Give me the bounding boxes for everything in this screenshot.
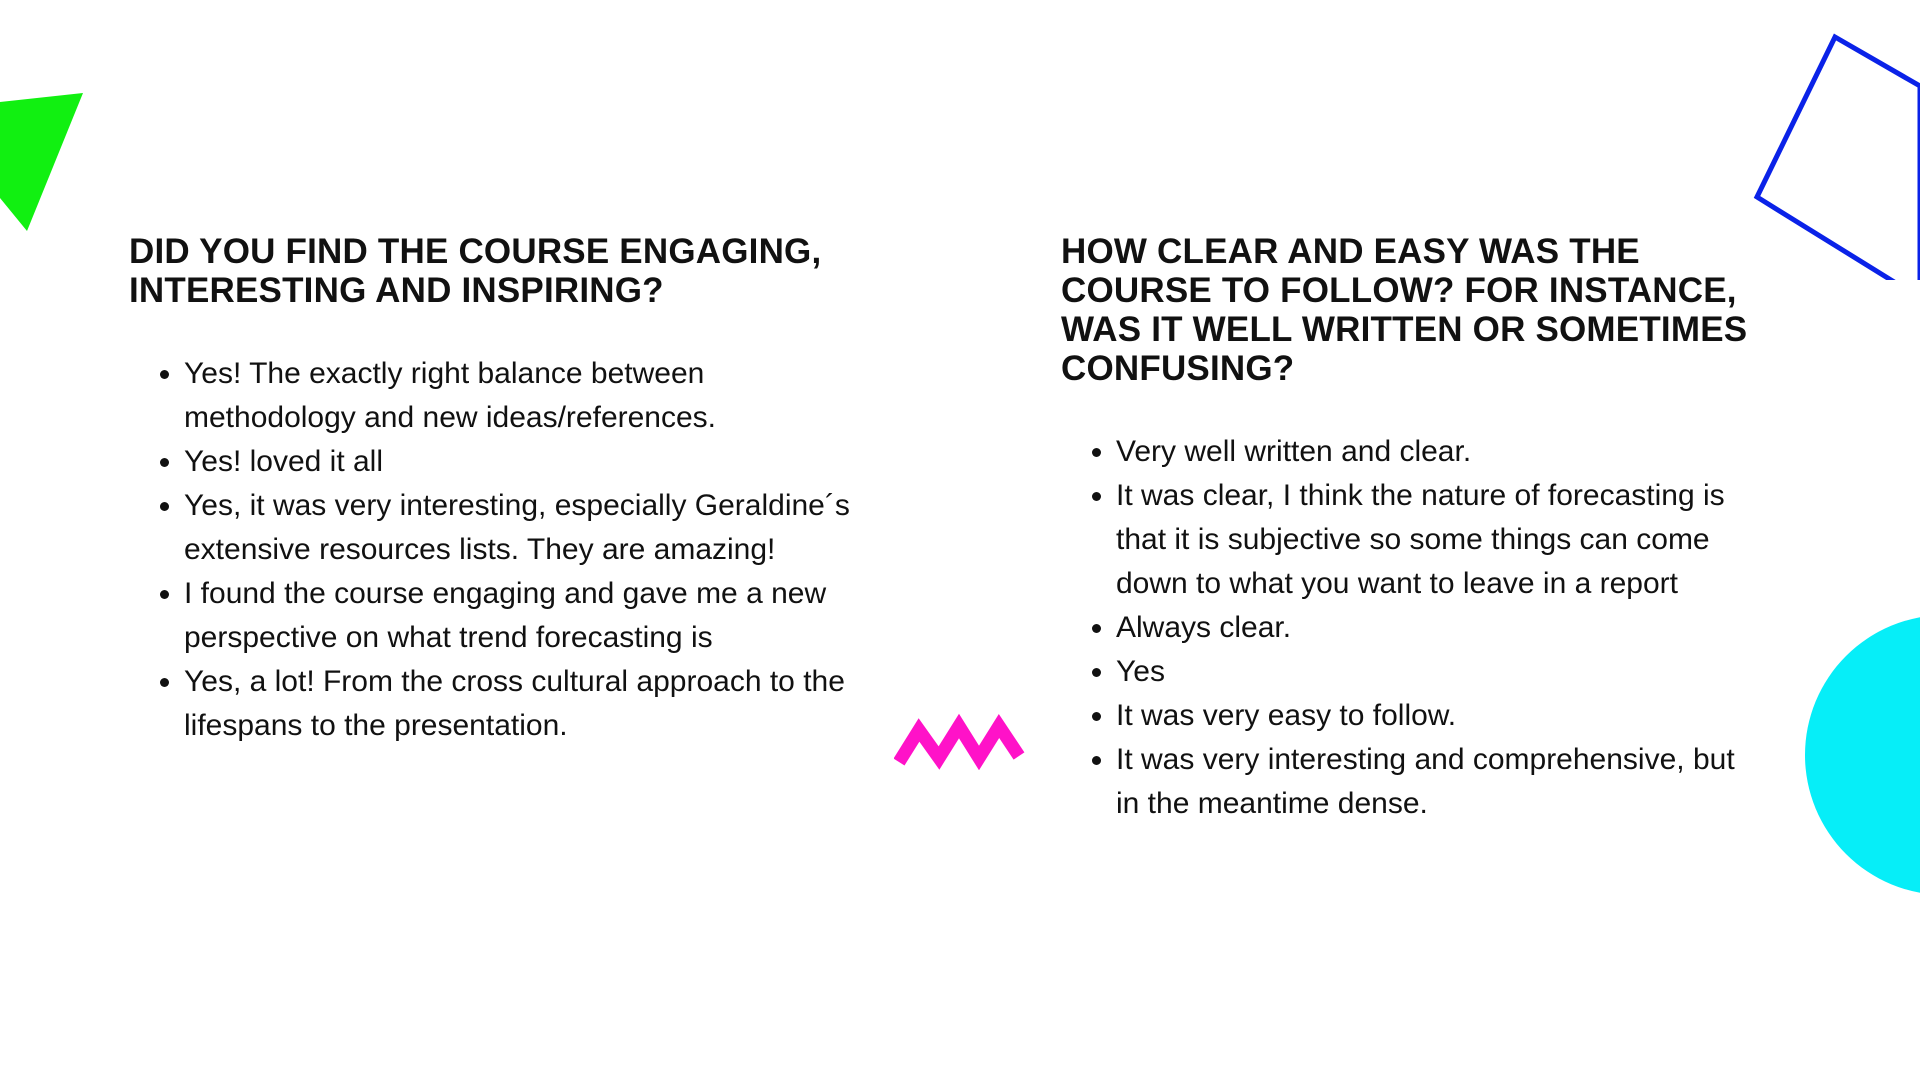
question-heading-engaging: DID YOU FIND THE COURSE ENGAGING, INTERESTING AND INSPIRING? xyxy=(129,232,822,310)
answer-item: • Yes, a lot! From the cross cultural approach to the lifespans to the presentation. xyxy=(184,660,869,748)
pink-zigzag-shape xyxy=(894,710,1029,770)
answer-item: • Very well written and clear. xyxy=(1116,430,1761,474)
answer-item: • Always clear. xyxy=(1116,606,1761,650)
answer-item: • It was very easy to follow. xyxy=(1116,694,1761,738)
question-clarity-section xyxy=(1061,232,1761,826)
blue-square-outline-shape xyxy=(1745,30,1920,280)
green-triangle-shape xyxy=(0,90,90,240)
answer-item: • It was very interesting and comprehensive, but in the meantime dense. xyxy=(1116,738,1761,826)
answer-item: • Yes, it was very interesting, especially Geraldine´s extensive resources lists. They are amazing! xyxy=(184,484,869,572)
question-heading-clarity: HOW CLEAR AND EASY WAS THE COURSE TO FOLLOW? FOR INSTANCE, WAS IT WELL WRITTEN OR SOMETIMES CONFUSING? xyxy=(1061,232,1748,388)
answer-item: • Yes! loved it all xyxy=(184,440,869,484)
answer-item: • It was clear, I think the nature of forecasting is that it is subjective so some things can come down to what you want to leave in a report xyxy=(1116,474,1761,606)
question-engaging-section xyxy=(129,232,869,748)
answers-list-clarity xyxy=(1061,430,1761,826)
answer-item: • I found the course engaging and gave me a new perspective on what trend forecasting is xyxy=(184,572,869,660)
answer-item: • Yes xyxy=(1116,650,1761,694)
answer-item: • Yes! The exactly right balance between methodology and new ideas/references. xyxy=(184,352,869,440)
cyan-circle-shape xyxy=(1800,610,1920,900)
answers-list-engaging xyxy=(129,352,869,748)
